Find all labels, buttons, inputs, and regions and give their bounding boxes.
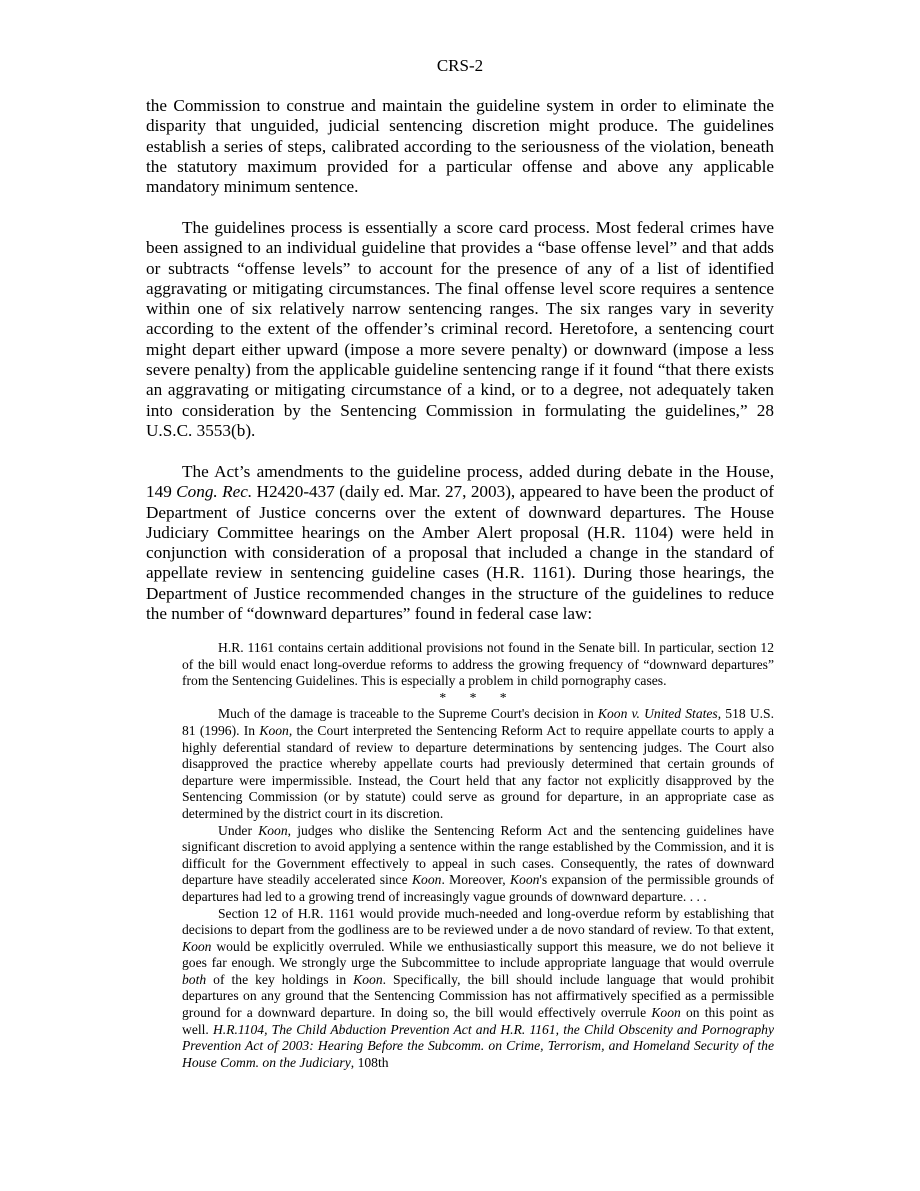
q4-hearing-citation: H.R.1104, The Child Abduction Prevention Act and H.R. 1161, the Child Obscenity and Pornography Prevention Act of 2003: Hearing Before the Subcomm. on Crime, Terrorism, and Homeland Security of the House Comm. on the Judiciary [182, 1021, 774, 1070]
q4-e: of the key holdings in [206, 971, 354, 987]
quote-paragraph-4 [182, 906, 774, 1072]
q3-a: Under [218, 822, 259, 838]
q3-e: . Moreover, [441, 872, 510, 888]
q4-a: Section 12 of H.R. 1161 would provide much-needed and long-overdue reform by establishing that decisions to depart from the godliness are to be reviewed under a de novo standard of review. To that extent, [182, 905, 774, 938]
q2-a: Much of the damage is traceable to the Supreme Court's decision in [218, 706, 598, 722]
q4-i: on this point as well. [182, 1005, 774, 1037]
paragraph-act-amendments [146, 462, 774, 624]
paragraph-2-text: The guidelines process is essentially a score card process. Most federal crimes have been assigned to an individual guideline that provides a “base offense level” and that adds or subtracts “offense levels” to account for the presence of any of a list of identified aggravating or mitigating circumstances. The final offense level score requires a sentence within one of six relatively narrow sentencing ranges. The six ranges vary in severity according to the extent of the offender’s criminal record. Heretofore, a sentencing court might depart either upward (impose a more severe penalty) or downward (impose a less severe penalty) from the applicable guideline sentencing range if it found “that there exists an aggravating or mitigating circumstance of a kind, or to a degree, not adequately taken into consideration by the Sentencing Commission in formulating the guidelines,” 28 U.S.C. 3553(b). [146, 218, 774, 440]
quote-paragraph-2 [182, 706, 774, 822]
p3-before: The Act’s amendments to the guideline process, added during debate in the House, 149 [146, 462, 774, 502]
q3-koon-3: Koon [509, 872, 540, 888]
page-number-header: CRS-2 [436, 56, 484, 75]
q4-k: , 108th [350, 1054, 389, 1070]
paragraph-1-text: the Commission to construe and maintain the guideline system in order to eliminate the disparity that unguided, judicial sentencing discretion might produce. The guidelines establish a series of steps, calibrated according to the seriousness of the violation, beneath the statutory maximum provided for a particular offense and above any applicable mandatory minimum sentence. [146, 96, 774, 197]
q4-g: . Specifically, the bill should include language that would prohibit departures on any ground that the Sentencing Commission has not affirmatively specified as a permissible ground for a downward departure. In doing so, the bill would effectively overrule [182, 971, 774, 1021]
q3-koon-2: Koon [411, 872, 442, 888]
paragraph-3-text [146, 462, 774, 624]
quote-paragraph-3 [182, 823, 774, 906]
p3-cite: Cong. Rec. [176, 482, 253, 502]
q4-both: both [182, 971, 207, 987]
q3-g: 's expansion of the permissible grounds of departures had led to a growing trend of increasingly vague grounds of downward departure. . . . [182, 872, 774, 904]
quote-paragraph-1: H.R. 1161 contains certain additional provisions not found in the Senate bill. In particular, section 12 of the bill would enact long-overdue reforms to address the growing frequency of “downward departures” from the Sentencing Guidelines. This is especially a problem in child pornography cases. [182, 640, 774, 689]
p3-after: H2420-437 (daily ed. Mar. 27, 2003), appeared to have been the product of Department of Justice concerns over the extent of downward departures. The House Judiciary Committee hearings on the Amber Alert proposal (H.R. 1104) were held in conjunction with consideration of a proposal that included a change in the standard of appellate review in sentencing guideline cases (H.R. 1161). During those hearings, the Department of Justice recommended changes in the structure of the guidelines to reduce the number of “downward departures” found in federal case law: [146, 482, 774, 624]
q3-koon-1: Koon [258, 822, 288, 838]
q4-koon-3: Koon [651, 1005, 681, 1021]
q2-case-name: Koon v. United States [597, 706, 718, 722]
q2-c: , 518 U.S. 81 (1996). In [182, 706, 775, 738]
paragraph-continuation [146, 96, 774, 197]
q2-koon: Koon, [259, 722, 293, 738]
q4-koon-2: Koon [353, 971, 383, 987]
q3-c: , judges who dislike the Sentencing Reform Act and the sentencing guidelines have significant discretion to avoid applying a sentence within the range established by the Commission, and it is difficult for the Government effectively to appeal in such cases. Consequently, the rates of downward departure have steadily accelerated since [182, 822, 774, 888]
section-break-stars: * * * [439, 689, 517, 705]
q4-c: would be explicitly overruled. While we enthusiastically support this measure, we do not believe it goes far enough. We strongly urge the Subcommittee to include appropriate language that would overrule [182, 938, 774, 971]
paragraph-score-card [146, 218, 774, 441]
block-quote [182, 640, 774, 1071]
q4-koon-1: Koon [182, 938, 212, 954]
q2-e: the Court interpreted the Sentencing Reform Act to require appellate courts to apply a highly deferential standard of review to departure determinations by sentencing judges. The Court also disapproved the practice whereby appellate courts had previously determined that certain grounds of departure were impermissible. Instead, the Court held that any factor not explicitly disapproved by the Sentencing Commission (or by statute) could serve as ground for departure, in an appropriate case as determined by the district court in its discretion. [182, 722, 774, 821]
